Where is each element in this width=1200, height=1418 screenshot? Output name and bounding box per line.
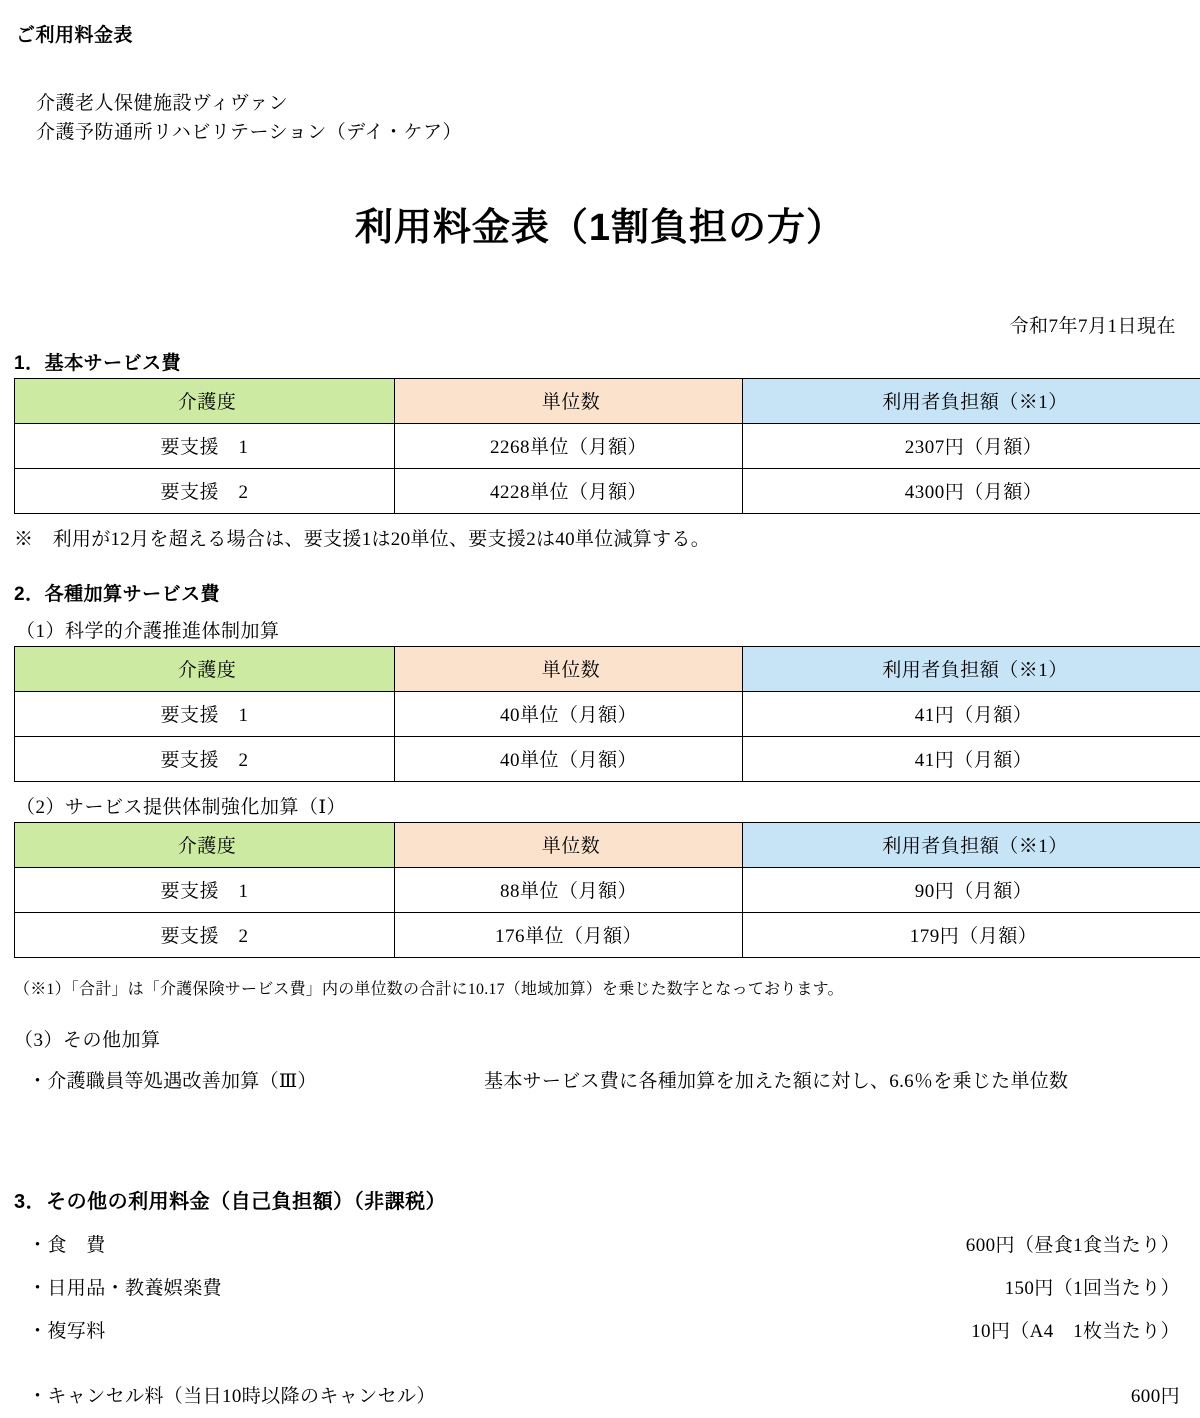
as-of-date: 令和7年7月1日現在 [14, 311, 1176, 338]
other-fee-value: 600円 [1131, 1381, 1186, 1408]
column-header-care-level: 介護度 [15, 378, 395, 423]
other-fee-value: 10円（A4 1枚当たり） [971, 1316, 1186, 1343]
service-provision-strengthening-table [14, 822, 1200, 958]
section-2-heading: 2．各種加算サービス費 [14, 579, 1186, 606]
other-fee-value: 150円（1回当たり） [1005, 1273, 1186, 1300]
other-fee-label: ・日用品・教養娯楽費 [14, 1273, 222, 1300]
cell-units: 40単位（月額） [395, 736, 743, 781]
column-header-burden: 利用者負担額（※1） [743, 646, 1200, 691]
other-addition-value: 基本サービス費に各種加算を加えた額に対し、6.6％を乗じた単位数 [484, 1066, 1186, 1093]
cell-burden: 41円（月額） [743, 691, 1200, 736]
table-row [15, 423, 1200, 468]
cell-burden: 2307円（月額） [743, 423, 1200, 468]
other-fee-label: ・キャンセル料（当日10時以降のキャンセル） [14, 1381, 436, 1408]
cell-units: 176単位（月額） [395, 912, 743, 957]
other-addition-label: ・介護職員等処遇改善加算（Ⅲ） [14, 1066, 484, 1093]
section-1-note: ※ 利用が12月を超える場合は、要支援1は20単位、要支援2は40単位減算する。 [14, 524, 1186, 551]
other-fee-label: ・食 費 [14, 1230, 106, 1257]
service-name: 介護予防通所リハビリテーション（デイ・ケア） [36, 118, 1186, 147]
facility-name: 介護老人保健施設ヴィヴァン [36, 89, 1186, 118]
table-header-row [15, 822, 1200, 867]
table-row [15, 468, 1200, 513]
cell-care-level: 要支援 1 [15, 691, 395, 736]
table-row [15, 736, 1200, 781]
document-label: ご利用料金表 [16, 20, 1186, 47]
section-1-heading: 1．基本サービス費 [14, 348, 1186, 375]
table-header-row [15, 378, 1200, 423]
column-header-burden: 利用者負担額（※1） [743, 822, 1200, 867]
spacer [14, 1343, 1186, 1365]
column-header-care-level: 介護度 [15, 822, 395, 867]
column-header-units: 単位数 [395, 822, 743, 867]
other-fee-row [14, 1381, 1186, 1408]
cell-care-level: 要支援 1 [15, 423, 395, 468]
cell-care-level: 要支援 2 [15, 912, 395, 957]
subsection-2-caption: （2）サービス提供体制強化加算（Ⅰ） [14, 792, 1186, 819]
cell-units: 40単位（月額） [395, 691, 743, 736]
facility-block [36, 89, 1186, 148]
column-header-units: 単位数 [395, 646, 743, 691]
cell-care-level: 要支援 2 [15, 468, 395, 513]
column-header-burden: 利用者負担額（※1） [743, 378, 1200, 423]
scientific-care-addition-table [14, 646, 1200, 782]
table-row [15, 912, 1200, 957]
other-fee-row [14, 1273, 1186, 1300]
cell-units: 2268単位（月額） [395, 423, 743, 468]
cell-units: 88単位（月額） [395, 867, 743, 912]
table-header-row [15, 646, 1200, 691]
column-header-care-level: 介護度 [15, 646, 395, 691]
other-addition-row [14, 1066, 1186, 1093]
table-row [15, 867, 1200, 912]
other-fee-label: ・複写料 [14, 1316, 106, 1343]
cell-burden: 41円（月額） [743, 736, 1200, 781]
column-header-units: 単位数 [395, 378, 743, 423]
subsection-1-caption: （1）科学的介護推進体制加算 [14, 616, 1186, 643]
other-fee-value: 600円（昼食1食当たり） [966, 1230, 1186, 1257]
cell-care-level: 要支援 2 [15, 736, 395, 781]
other-fee-row [14, 1230, 1186, 1257]
cell-care-level: 要支援 1 [15, 867, 395, 912]
subsection-3-caption: （3）その他加算 [14, 1025, 1186, 1052]
cell-burden: 179円（月額） [743, 912, 1200, 957]
basic-service-fee-table [14, 378, 1200, 514]
section-2-footnote: （※1）「合計」は「介護保険サービス費」内の単位数の合計に10.17（地域加算）を乗じた数字となっております。 [14, 976, 1186, 999]
page-title: 利用料金表（1割負担の方） [14, 196, 1186, 251]
cell-burden: 4300円（月額） [743, 468, 1200, 513]
section-3-heading: 3．その他の利用料金（自己負担額）（非課税） [14, 1185, 1186, 1214]
other-fee-row [14, 1316, 1186, 1343]
cell-burden: 90円（月額） [743, 867, 1200, 912]
table-row [15, 691, 1200, 736]
cell-units: 4228単位（月額） [395, 468, 743, 513]
